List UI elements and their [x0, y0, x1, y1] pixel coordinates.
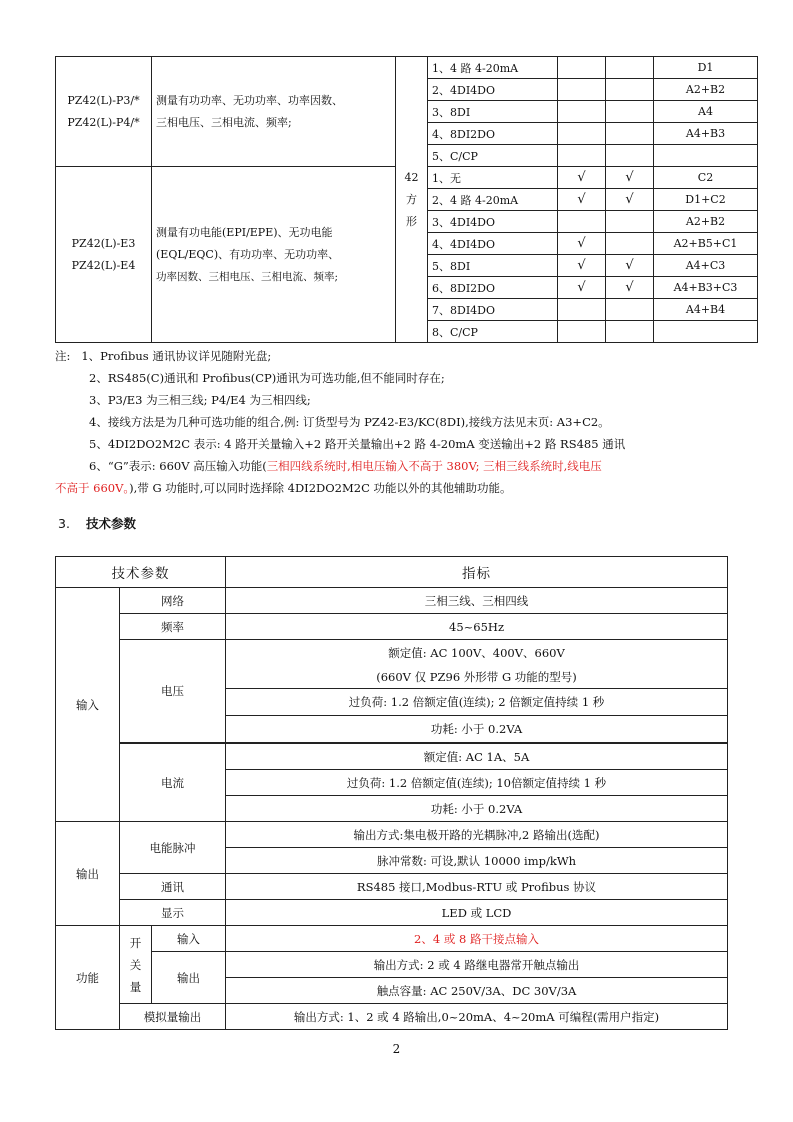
- option-check: √: [606, 255, 654, 277]
- option-label: 1、无: [428, 167, 558, 189]
- section-number: 3.: [58, 516, 70, 531]
- model-name: PZ42(L)-E3: [71, 236, 136, 250]
- table-row: [56, 57, 758, 79]
- option-label: 1、4 路 4-20mA: [428, 57, 558, 79]
- note-item: 6、“G”表示: 660V 高压输入功能(三相四线系统时,相电压输入不高于 380V; 三相三线系统时,线电压: [89, 459, 602, 473]
- wiring-code: [654, 321, 758, 343]
- option-check: [606, 101, 654, 123]
- option-check: [606, 233, 654, 255]
- option-label: 3、4DI4DO: [428, 211, 558, 233]
- wiring-code: A4+B4: [654, 299, 758, 321]
- wiring-code: A2+B2: [654, 211, 758, 233]
- option-check: √: [606, 189, 654, 211]
- highlight-text: 2、4 或 8 路干接点输入: [226, 926, 728, 952]
- switch-label: 开 关 量: [120, 926, 152, 1004]
- table-row: 功能 开 关 量 输入 2、4 或 8 路干接点输入: [56, 926, 728, 952]
- option-check: [558, 57, 606, 79]
- wiring-code: A4+B3+C3: [654, 277, 758, 299]
- table-row: 过负荷: 1.2 倍额定值(连续); 2 倍额定值持续 1 秒: [56, 689, 728, 716]
- option-label: 5、C/CP: [428, 145, 558, 167]
- category-function: 功能: [56, 926, 120, 1030]
- table-row: (660V 仅 PZ96 外形带 G 功能的型号): [56, 666, 728, 689]
- note-item-continued: 不高于 660V。),带 G 功能时,可以同时选择除 4DI2DO2M2C 功能以外的其他辅助功能。: [55, 481, 512, 495]
- wiring-code: C2: [654, 167, 758, 189]
- option-check: √: [558, 167, 606, 189]
- option-check: √: [558, 189, 606, 211]
- wiring-code: A4: [654, 101, 758, 123]
- table-header-row: [56, 557, 728, 588]
- function-cell: 测量有功功率、无功功率、功率因数、 三相电压、三相电流、频率;: [152, 57, 396, 167]
- highlight-text: 不高于 660V。: [55, 481, 130, 495]
- notes-block: [55, 345, 765, 499]
- model-option-table: [55, 56, 758, 343]
- spec-table: [55, 556, 728, 1030]
- function-cell: 测量有功电能(EPI/EPE)、无功电能 (EQL/EQC)、有功功率、无功功率、 功率因数、三相电压、三相电流、频率;: [152, 167, 396, 343]
- note-item: 注: 1、Profibus 通讯协议详见随附光盘;: [55, 349, 272, 363]
- table-row: 过负荷: 1.2 倍额定值(连续); 10倍额定值持续 1 秒: [56, 770, 728, 796]
- option-check: [558, 79, 606, 101]
- table-row: 输出 电能脉冲 输出方式:集电极开路的光耦脉冲,2 路输出(选配): [56, 822, 728, 848]
- model-cell: [56, 57, 152, 167]
- category-input: 输入: [56, 588, 120, 822]
- table-row: 输入 网络 三相三线、三相四线: [56, 588, 728, 614]
- note-item: 2、RS485(C)通讯和 Profibus(CP)通讯为可选功能,但不能同时存在;: [89, 371, 445, 385]
- model-cell: [56, 167, 152, 343]
- option-check: √: [606, 277, 654, 299]
- wiring-code: A4+C3: [654, 255, 758, 277]
- shape-cell: 42 方 形: [396, 57, 428, 343]
- wiring-code: [654, 145, 758, 167]
- table-row: 电流 额定值: AC 1A、5A: [56, 744, 728, 770]
- table-row: 模拟量输出 输出方式: 1、2 或 4 路输出,0~20mA、4~20mA 可编程(需用户指定): [56, 1004, 728, 1030]
- option-check: [558, 299, 606, 321]
- option-check: [558, 321, 606, 343]
- wiring-code: D1: [654, 57, 758, 79]
- highlight-text: 三相四线系统时,相电压输入不高于 380V; 三相三线系统时,线电压: [266, 459, 602, 473]
- option-check: [606, 123, 654, 145]
- option-check: √: [606, 167, 654, 189]
- model-name: PZ42(L)-P4/*: [67, 115, 140, 129]
- option-label: 3、8DI: [428, 101, 558, 123]
- option-check: [606, 79, 654, 101]
- model-name: PZ42(L)-E4: [71, 258, 136, 272]
- option-check: [606, 321, 654, 343]
- option-label: 5、8DI: [428, 255, 558, 277]
- table-row: 显示 LED 或 LCD: [56, 900, 728, 926]
- option-label: 8、C/CP: [428, 321, 558, 343]
- option-check: [558, 211, 606, 233]
- option-check: [606, 299, 654, 321]
- wiring-code: A4+B3: [654, 123, 758, 145]
- option-check: √: [558, 233, 606, 255]
- category-output: 输出: [56, 822, 120, 926]
- header-value: 指标: [226, 557, 728, 588]
- option-label: 2、4DI4DO: [428, 79, 558, 101]
- model-name: PZ42(L)-P3/*: [67, 93, 140, 107]
- wiring-code: A2+B5+C1: [654, 233, 758, 255]
- option-label: 2、4 路 4-20mA: [428, 189, 558, 211]
- option-label: 4、4DI4DO: [428, 233, 558, 255]
- option-check: [606, 145, 654, 167]
- option-check: [606, 211, 654, 233]
- note-item: 5、4DI2DO2M2C 表示: 4 路开关量输入+2 路开关量输出+2 路 4-20mA 变送输出+2 路 RS485 通讯: [89, 437, 626, 451]
- notes-prefix: 注:: [55, 349, 71, 363]
- page-number: 2: [392, 1042, 401, 1056]
- table-row: 触点容量: AC 250V/3A、DC 30V/3A: [56, 978, 728, 1004]
- note-item: 3、P3/E3 为三相三线; P4/E4 为三相四线;: [89, 393, 311, 407]
- option-check: √: [558, 277, 606, 299]
- section-title-text: 技术参数: [86, 516, 137, 531]
- wiring-code: D1+C2: [654, 189, 758, 211]
- table-row: 功耗: 小于 0.2VA: [56, 796, 728, 822]
- option-check: [558, 123, 606, 145]
- table-row: 电压 额定值: AC 100V、400V、660V: [56, 640, 728, 666]
- option-check: [606, 57, 654, 79]
- header-param: 技术参数: [56, 557, 226, 588]
- option-label: 7、8DI4DO: [428, 299, 558, 321]
- section-title: [58, 514, 136, 532]
- table-row: 输出 输出方式: 2 或 4 路继电器常开触点输出: [56, 952, 728, 978]
- table-row: 通讯 RS485 接口,Modbus-RTU 或 Profibus 协议: [56, 874, 728, 900]
- option-check: √: [558, 255, 606, 277]
- table-row: 脉冲常数: 可设,默认 10000 imp/kWh: [56, 848, 728, 874]
- table-row: 功耗: 小于 0.2VA: [56, 716, 728, 743]
- option-check: [558, 145, 606, 167]
- option-label: 4、8DI2DO: [428, 123, 558, 145]
- table-row: 频率 45~65Hz: [56, 614, 728, 640]
- note-item: 4、接线方法是为几种可选功能的组合,例: 订货型号为 PZ42-E3/KC(8DI),接线方法见末页: A3+C2。: [89, 415, 610, 429]
- option-label: 6、8DI2DO: [428, 277, 558, 299]
- wiring-code: A2+B2: [654, 79, 758, 101]
- option-check: [558, 101, 606, 123]
